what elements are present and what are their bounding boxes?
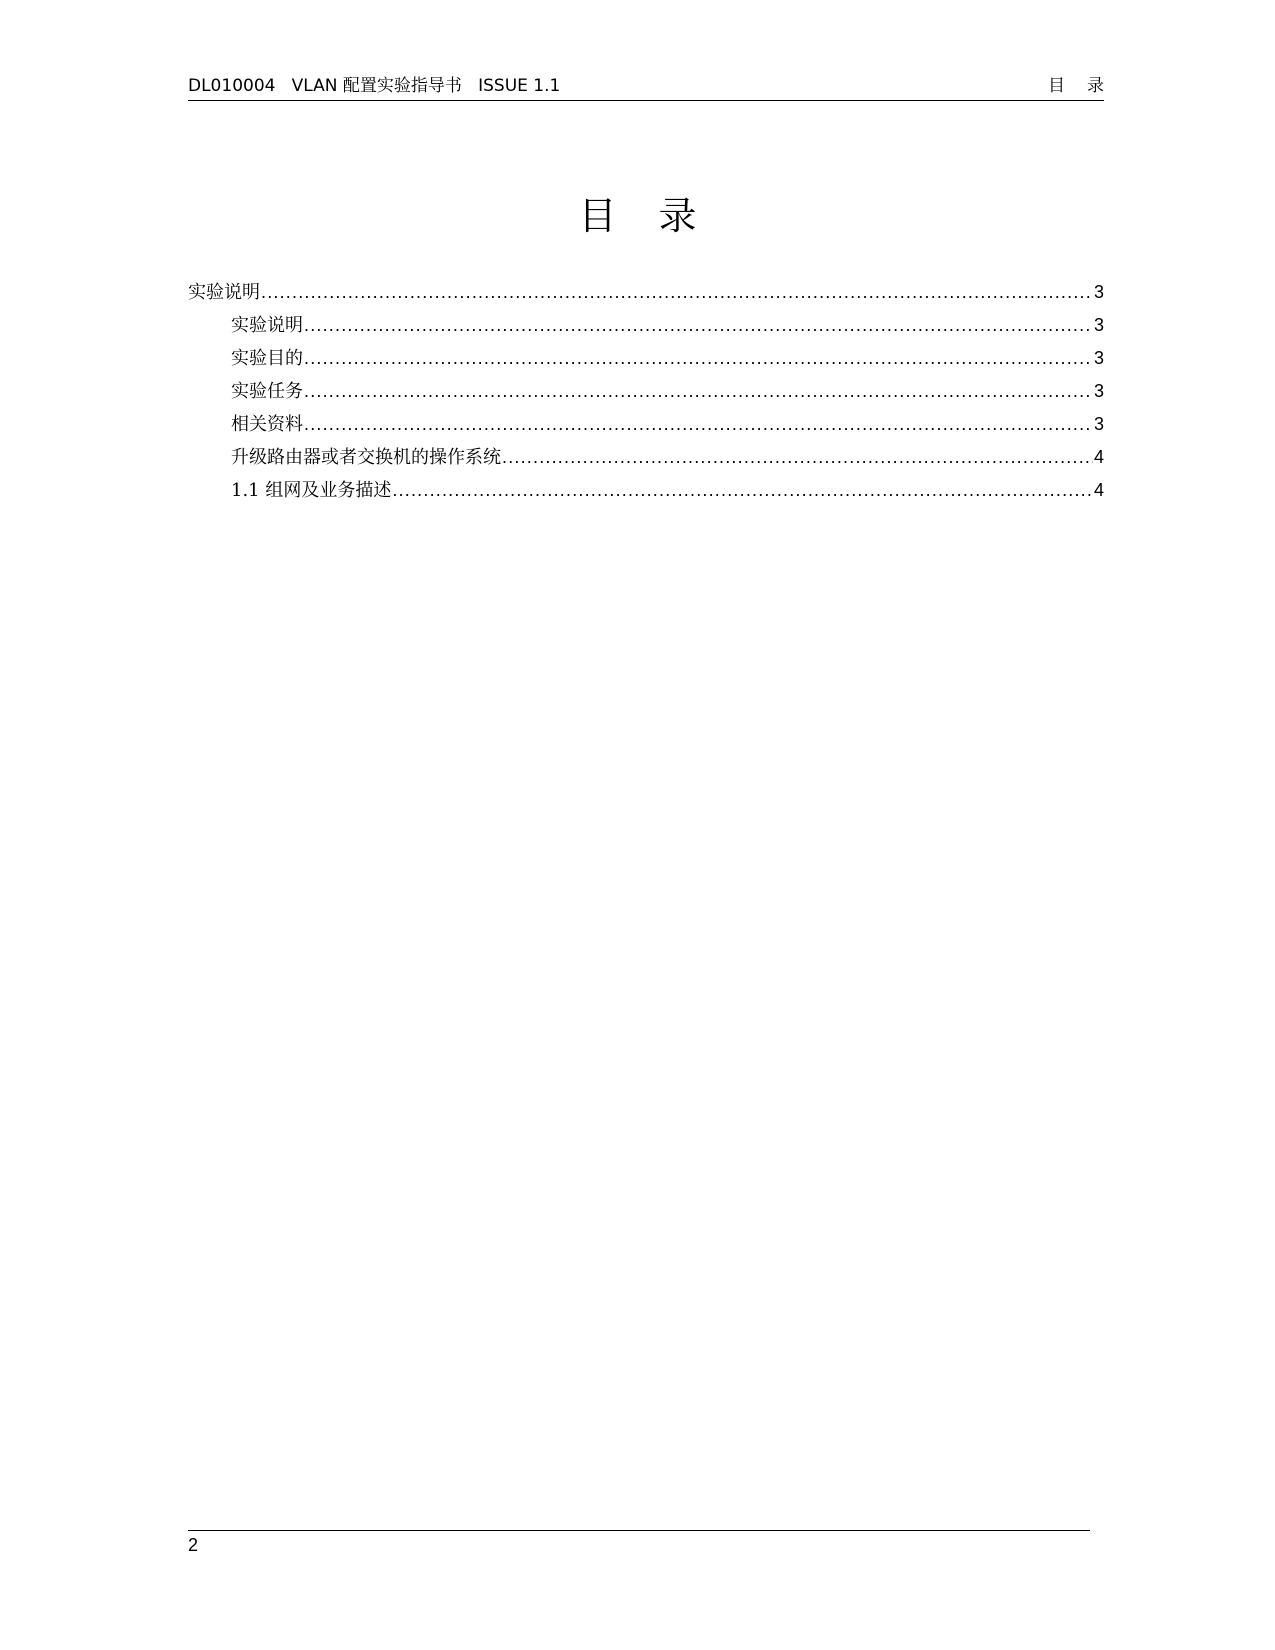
toc-entry[interactable] <box>188 408 1104 441</box>
toc-entry-page: 3 <box>1093 381 1104 401</box>
toc-entry[interactable] <box>188 441 1104 474</box>
toc-leader-dots <box>304 342 1093 375</box>
toc-entry-page: 3 <box>1093 414 1104 434</box>
header-document-id: DL010004 VLAN 配置实验指导书 ISSUE 1.1 <box>188 76 561 96</box>
table-of-contents <box>188 276 1104 507</box>
toc-entry[interactable] <box>188 309 1104 342</box>
toc-entry-page: 4 <box>1093 447 1104 467</box>
toc-leader-dots <box>304 408 1093 441</box>
toc-entry-label: 实验说明 <box>188 282 260 303</box>
toc-entry[interactable] <box>188 342 1104 375</box>
page-footer <box>188 1530 1090 1559</box>
toc-entry-label: 实验任务 <box>231 381 303 402</box>
toc-leader-dots <box>304 375 1093 408</box>
toc-entry-label: 相关资料 <box>231 414 303 435</box>
toc-leader-dots <box>392 474 1093 507</box>
toc-entry-page: 3 <box>1093 348 1104 368</box>
toc-leader-dots <box>261 276 1093 309</box>
page-number: 2 <box>188 1535 199 1555</box>
toc-entry-label: 升级路由器或者交换机的操作系统 <box>231 447 501 468</box>
toc-entry-label: 实验目的 <box>231 348 303 369</box>
toc-entry[interactable] <box>188 375 1104 408</box>
toc-entry-label: 1.1 组网及业务描述 <box>231 480 392 501</box>
page-title: 目录 <box>578 194 739 238</box>
page-header <box>188 74 1126 101</box>
toc-entry[interactable] <box>188 474 1104 507</box>
toc-entry-page: 3 <box>1093 282 1104 302</box>
toc-entry-page: 3 <box>1093 315 1104 335</box>
toc-entry[interactable] <box>188 276 1104 309</box>
toc-entry-page: 4 <box>1093 480 1104 500</box>
toc-leader-dots <box>502 441 1093 474</box>
toc-leader-dots <box>304 309 1093 342</box>
toc-entry-label: 实验说明 <box>231 315 303 336</box>
header-section-title: 目录 <box>1048 76 1126 96</box>
